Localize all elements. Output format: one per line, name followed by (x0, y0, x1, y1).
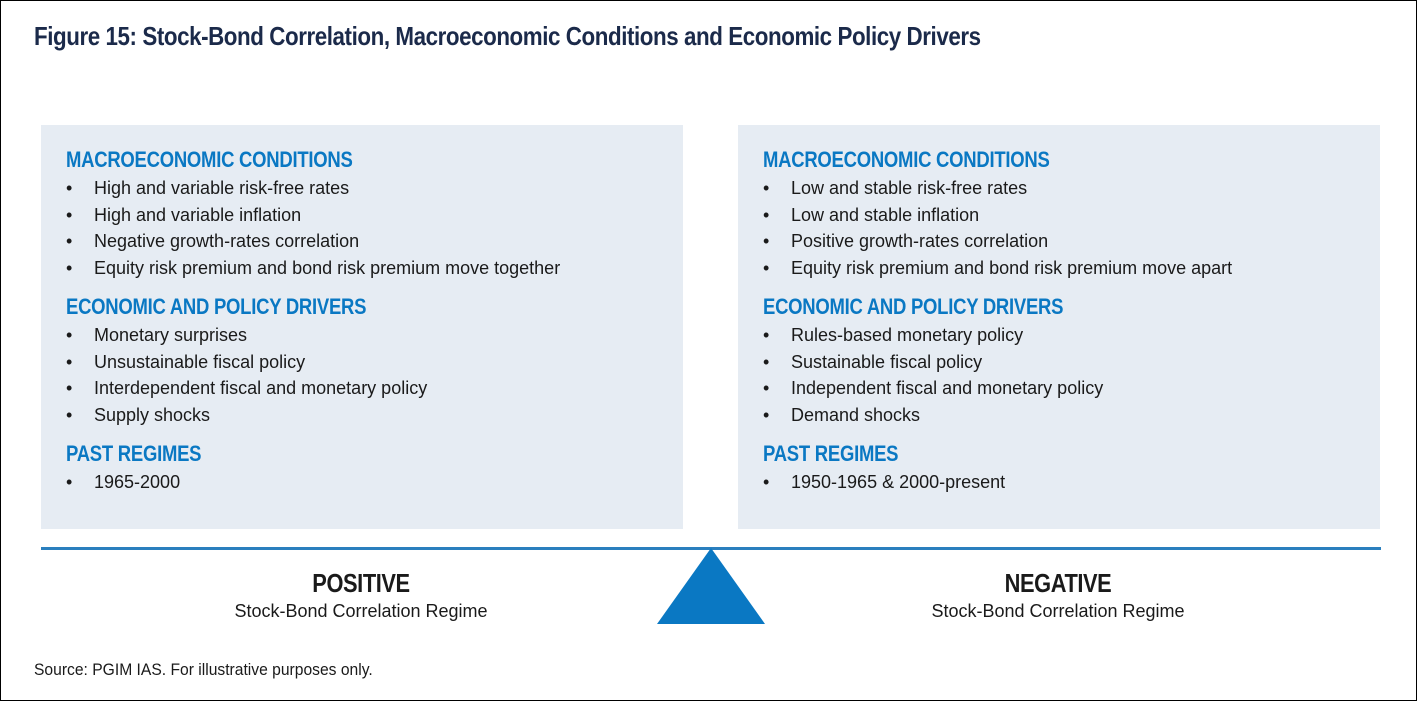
source-note: Source: PGIM IAS. For illustrative purposes only. (34, 660, 373, 679)
list-item: • High and variable risk-free rates (66, 175, 673, 202)
panel-content (763, 145, 1370, 499)
list-item: • Interdependent fiscal and monetary policy (66, 375, 673, 402)
bullet-list-macro (763, 175, 1370, 282)
fulcrum-triangle-icon (657, 548, 765, 624)
bullet-list-past-regimes (763, 469, 1370, 496)
bullet-list-macro (66, 175, 673, 282)
list-item: • 1965-2000 (66, 469, 673, 496)
list-item: • Rules-based monetary policy (763, 322, 1370, 349)
list-item: • Equity risk premium and bond risk premium move together (66, 255, 673, 282)
section-heading-drivers: ECONOMIC AND POLICY DRIVERS (66, 293, 367, 319)
list-item: • Sustainable fiscal policy (763, 349, 1370, 376)
positive-regime-panel (41, 125, 683, 529)
section-heading-macro: MACROECONOMIC CONDITIONS (763, 147, 1050, 172)
list-item: • Positive growth-rates correlation (763, 228, 1370, 255)
positive-regime-caption (161, 567, 561, 622)
negative-regime-panel (738, 125, 1380, 529)
section-heading-drivers: ECONOMIC AND POLICY DRIVERS (763, 293, 1064, 319)
section-heading-macro: MACROECONOMIC CONDITIONS (66, 147, 353, 172)
list-item: • 1950-1965 & 2000-present (763, 469, 1370, 496)
figure-title: Figure 15: Stock-Bond Correlation, Macroeconomic Conditions and Economic Policy Drivers (34, 21, 981, 51)
list-item: • Low and stable inflation (763, 202, 1370, 229)
list-item: • Independent fiscal and monetary policy (763, 375, 1370, 402)
list-item: • Equity risk premium and bond risk premium move apart (763, 255, 1370, 282)
regime-label: POSITIVE (312, 568, 410, 598)
list-item: • Negative growth-rates correlation (66, 228, 673, 255)
bullet-list-drivers (66, 322, 673, 429)
list-item: • Monetary surprises (66, 322, 673, 349)
list-item: • High and variable inflation (66, 202, 673, 229)
regime-subtitle: Stock-Bond Correlation Regime (931, 601, 1185, 621)
section-heading-past-regimes: PAST REGIMES (763, 440, 899, 466)
regime-subtitle: Stock-Bond Correlation Regime (234, 601, 488, 621)
negative-regime-caption (858, 567, 1258, 622)
list-item: • Low and stable risk-free rates (763, 175, 1370, 202)
section-heading-past-regimes: PAST REGIMES (66, 440, 202, 466)
regime-label: NEGATIVE (1004, 568, 1112, 598)
list-item: • Supply shocks (66, 402, 673, 429)
list-item: • Demand shocks (763, 402, 1370, 429)
bullet-list-past-regimes (66, 469, 673, 496)
bullet-list-drivers (763, 322, 1370, 429)
panel-content (66, 145, 673, 499)
list-item: • Unsustainable fiscal policy (66, 349, 673, 376)
